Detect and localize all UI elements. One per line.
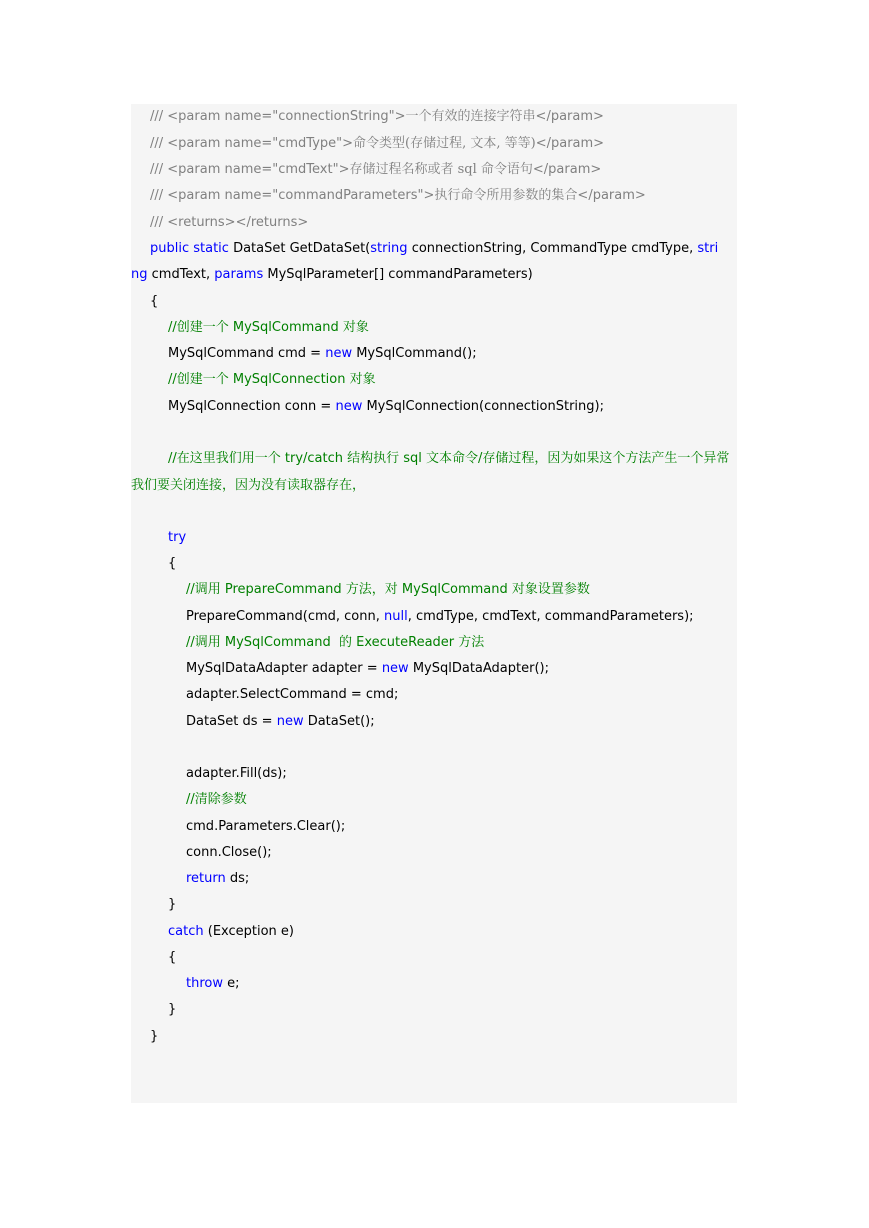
code-catch: catch (Exception e): [168, 924, 294, 939]
code-clear-params: cmd.Parameters.Clear();: [186, 819, 346, 834]
code-prepare-command: PrepareCommand(cmd, conn, null, cmdType, cmdText, commandParameters);: [186, 609, 694, 624]
doc-comment-cmd-type: /// <param name="cmdType">命令类型(存储过程, 文本, 等等)</param>: [150, 136, 605, 151]
code-select-command: adapter.SelectCommand = cmd;: [186, 687, 399, 702]
comment-clear-params: //清除参数: [186, 792, 247, 807]
doc-comment-returns: /// <returns></returns>: [150, 215, 309, 230]
method-signature-line-1: public static DataSet GetDataSet(string connectionString, CommandType cmdType, stri: [150, 241, 719, 256]
code-create-command: MySqlCommand cmd = new MySqlCommand();: [168, 346, 477, 361]
comment-try-catch-line-1: //在这里我们用一个 try/catch 结构执行 sql 文本命令/存储过程，因为如果这个方法产生一个异常: [168, 451, 730, 466]
code-block: [131, 104, 737, 1103]
code-close-connection: conn.Close();: [186, 845, 272, 860]
doc-comment-cmd-text: /// <param name="cmdText">存储过程名称或者 sql 命令语句</param>: [150, 162, 602, 177]
code-create-connection: MySqlConnection conn = new MySqlConnection(connectionString);: [168, 399, 604, 414]
method-open-brace: {: [150, 294, 159, 309]
comment-prepare-command: //调用 PrepareCommand 方法，对 MySqlCommand 对象设置参数: [186, 582, 590, 597]
keyword-try: try: [168, 530, 187, 545]
try-close-brace: }: [168, 897, 177, 912]
comment-create-command: //创建一个 MySqlCommand 对象: [168, 320, 369, 335]
try-open-brace: {: [168, 556, 177, 571]
catch-close-brace: }: [168, 1002, 177, 1017]
code-fill: adapter.Fill(ds);: [186, 766, 287, 781]
comment-execute-reader: //调用 MySqlCommand 的 ExecuteReader 方法: [186, 635, 485, 650]
comment-try-catch-line-2: 我们要关闭连接，因为没有读取器存在，: [131, 478, 366, 493]
method-signature-line-2: ng cmdText, params MySqlParameter[] commandParameters): [131, 267, 533, 282]
code-create-dataset: DataSet ds = new DataSet();: [186, 714, 375, 729]
method-close-brace: }: [150, 1029, 159, 1044]
code-create-adapter: MySqlDataAdapter adapter = new MySqlDataAdapter();: [186, 661, 549, 676]
comment-create-connection: //创建一个 MySqlConnection 对象: [168, 372, 376, 387]
code-return: return ds;: [186, 871, 250, 886]
catch-open-brace: {: [168, 950, 177, 965]
doc-comment-connection-string: /// <param name="connectionString">一个有效的连接字符串</param>: [150, 109, 604, 124]
doc-comment-command-parameters: /// <param name="commandParameters">执行命令所用参数的集合</param>: [150, 188, 646, 203]
code-throw: throw e;: [186, 976, 240, 991]
